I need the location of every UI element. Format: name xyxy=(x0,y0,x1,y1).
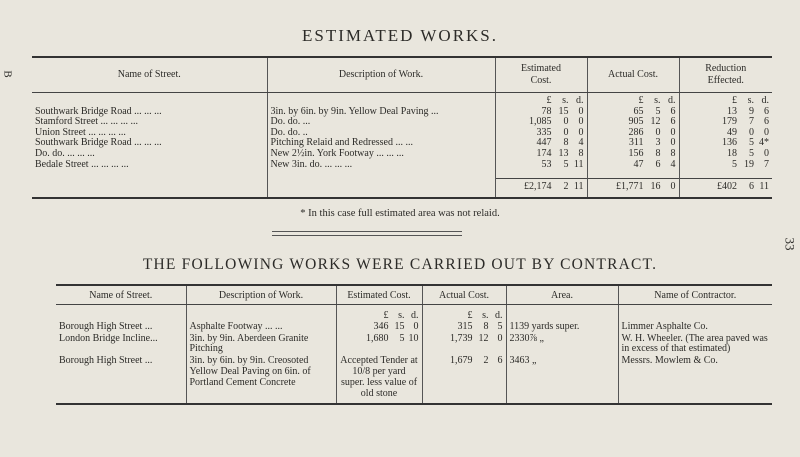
amount-shillings: 9 xyxy=(749,105,754,117)
rule-cell xyxy=(506,404,618,405)
amount-pence: 6 xyxy=(670,116,676,128)
amount-shillings: 5 xyxy=(749,137,754,149)
table-row xyxy=(56,334,772,357)
rule-cell xyxy=(56,404,186,405)
actual-cost xyxy=(587,160,679,179)
amount-pence: 0 xyxy=(497,332,503,344)
amount-pounds: 346 xyxy=(373,320,389,332)
amount-pence: 6 xyxy=(670,105,676,117)
table-row xyxy=(32,149,772,160)
work-description: New 2½in. York Footway ... ... ... xyxy=(267,149,495,160)
section-title: THE FOLLOWING WORKS WERE CARRIED OUT BY CONTRACT. xyxy=(142,256,658,273)
amount-pence: 8 xyxy=(578,147,584,159)
estimated-cost-note: Accepted Tender at 10/8 per yard super. less value of old stone xyxy=(336,356,422,404)
amount-shillings: 6 xyxy=(749,181,754,193)
unit-pence: d. xyxy=(576,95,584,106)
amount-pounds: 1,739 xyxy=(450,332,473,344)
page-title: ESTIMATED WORKS. xyxy=(301,26,499,45)
amount-pence: 7 xyxy=(764,158,769,170)
amount-pounds: 905 xyxy=(628,116,644,128)
amount-pence: 8 xyxy=(670,147,676,159)
amount-pounds: 18 xyxy=(727,147,737,159)
amount-pounds: 174 xyxy=(536,147,552,159)
total-actual-cost xyxy=(587,179,679,198)
area: 2330⅞ „ xyxy=(506,334,618,357)
unit-shillings: s. xyxy=(398,310,405,321)
table-header-row xyxy=(32,57,772,93)
amount-pence: 0 xyxy=(413,320,419,332)
amount-pence: 11 xyxy=(573,158,584,170)
col-name-of-street: Name of Street. xyxy=(56,285,186,305)
rule-cell xyxy=(422,404,506,405)
amount-pounds: 1,679 xyxy=(450,355,473,367)
amount-shillings: 15 xyxy=(394,320,405,332)
rule-cell xyxy=(336,404,422,405)
unit-pence: d. xyxy=(495,310,503,321)
actual-cost xyxy=(422,334,506,357)
table-row xyxy=(56,356,772,404)
amount-pounds: 335 xyxy=(536,126,552,138)
amount-pounds: 1,680 xyxy=(366,332,389,344)
street-name: London Bridge Incline... xyxy=(59,332,158,344)
col-reduction-label: Reduction Effected. xyxy=(705,63,747,86)
amount-pounds: 286 xyxy=(628,126,644,138)
amount-pounds: 49 xyxy=(727,126,737,138)
unit-pounds: £ xyxy=(638,95,644,106)
street-name: Borough High Street ... xyxy=(59,355,153,367)
amount-pounds: 179 xyxy=(722,116,737,128)
area: 3463 „ xyxy=(506,356,618,404)
street-name: Bedale Street ... ... ... ... xyxy=(35,158,129,170)
amount-shillings: 15 xyxy=(558,105,569,117)
actual-cost xyxy=(422,356,506,404)
rule-cell xyxy=(618,404,772,405)
amount-pence: 10 xyxy=(408,332,419,344)
work-description: Asphalte Footway ... ... xyxy=(186,322,336,334)
amount-shillings: 2 xyxy=(563,181,569,193)
col-actual-cost: Actual Cost. xyxy=(587,57,679,93)
amount-shillings: 0 xyxy=(655,126,661,138)
amount-pounds: 65 xyxy=(633,105,644,117)
amount-shillings: 12 xyxy=(478,332,489,344)
amount-shillings: 0 xyxy=(749,126,754,138)
amount-pence: 6 xyxy=(764,105,769,117)
amount-shillings: 7 xyxy=(749,116,754,128)
footnote: * In this case full estimated area was not relaid. xyxy=(300,208,500,219)
contractor-name: W. H. Wheeler. (The area paved was in excess of that estimated) xyxy=(618,334,772,357)
amount-pounds: £1,771 xyxy=(616,181,644,193)
work-description: 3in. by 6in. by 9in. Yellow Deal Paving ... xyxy=(267,107,495,118)
estimated-cost xyxy=(336,322,422,334)
amount-shillings: 19 xyxy=(744,158,754,170)
unit-pence: d. xyxy=(761,95,769,106)
amount-shillings: 5 xyxy=(655,105,661,117)
amount-pounds: £402 xyxy=(717,181,737,193)
street-name: Southwark Bridge Road ... ... ... xyxy=(35,105,162,117)
unit-shillings: s. xyxy=(482,310,489,321)
page-number: 33 xyxy=(782,237,798,251)
col-actual-cost: Actual Cost. xyxy=(422,285,506,305)
amount-pence: 0 xyxy=(670,181,676,193)
margin-letter: B xyxy=(1,70,14,78)
reduction-effected xyxy=(679,138,772,149)
amount-pence: 11 xyxy=(573,181,584,193)
estimated-works-table xyxy=(32,56,772,199)
amount-pence: 5 xyxy=(497,320,503,332)
area: 1139 yards super. xyxy=(506,322,618,334)
work-description: 3in. by 9in. Aberdeen Granite Pitching xyxy=(186,334,336,357)
reduction-effected xyxy=(679,117,772,128)
actual-cost xyxy=(587,149,679,160)
work-description: Pitching Relaid and Redressed ... ... xyxy=(267,138,495,149)
units-row xyxy=(32,93,772,107)
contractor-name: Messrs. Mowlem & Co. xyxy=(618,356,772,404)
amount-pence: 0 xyxy=(670,126,676,138)
col-estimated-cost-label: Estimated Cost. xyxy=(521,63,561,86)
estimated-cost xyxy=(495,160,587,179)
amount-pounds: 13 xyxy=(727,105,737,117)
amount-shillings: 2 xyxy=(483,355,489,367)
amount-pounds: 5 xyxy=(732,158,737,170)
table-row xyxy=(32,117,772,128)
unit-shillings: s. xyxy=(747,95,754,106)
amount-shillings: 8 xyxy=(563,137,569,149)
amount-pounds: 156 xyxy=(628,147,644,159)
amount-pounds: 53 xyxy=(541,158,552,170)
amount-shillings: 5 xyxy=(563,158,569,170)
estimated-cost xyxy=(495,149,587,160)
amount-pounds: 136 xyxy=(722,137,737,149)
amount-shillings: 16 xyxy=(650,181,661,193)
amount-pence: 11 xyxy=(759,181,769,193)
street-name: Stamford Street ... ... ... ... xyxy=(35,116,139,128)
unit-pence: d. xyxy=(668,95,676,106)
amount-shillings: 8 xyxy=(655,147,661,159)
col-estimated-cost xyxy=(495,57,587,93)
amount-pence: 6 xyxy=(497,355,503,367)
col-reduction-effected xyxy=(679,57,772,93)
work-description: Do. do. ... xyxy=(267,117,495,128)
amount-pence: 6 xyxy=(764,116,769,128)
reduction-effected xyxy=(679,160,772,179)
table-row xyxy=(56,322,772,334)
amount-shillings: 8 xyxy=(483,320,489,332)
amount-shillings: 0 xyxy=(563,126,569,138)
unit-shillings: s. xyxy=(562,95,569,106)
table-row xyxy=(32,107,772,118)
amount-pence: 0 xyxy=(764,147,769,159)
col-description-of-work: Description of Work. xyxy=(186,285,336,305)
amount-pounds: 311 xyxy=(628,137,644,149)
street-name: Southwark Bridge Road ... ... ... xyxy=(35,137,162,149)
table-bottom-rule xyxy=(56,404,772,405)
totals-row xyxy=(32,179,772,198)
street-name: Union Street ... ... ... ... xyxy=(35,126,126,138)
table-header-row xyxy=(56,285,772,305)
col-name-of-street: Name of Street. xyxy=(32,57,267,93)
amount-shillings: 6 xyxy=(655,158,661,170)
unit-pounds: £ xyxy=(732,95,737,106)
unit-pounds: £ xyxy=(467,310,473,321)
amount-pounds: 78 xyxy=(541,105,552,117)
table-bottom-rule xyxy=(32,198,772,199)
unit-pounds: £ xyxy=(546,95,552,106)
amount-shillings: 0 xyxy=(563,116,569,128)
street-name: Borough High Street ... xyxy=(59,320,153,332)
amount-pence: 0 xyxy=(578,105,584,117)
amount-pounds: 447 xyxy=(536,137,552,149)
amount-shillings: 5 xyxy=(399,332,405,344)
col-description-of-work: Description of Work. xyxy=(267,57,495,93)
work-description: Do. do. .. xyxy=(267,128,495,139)
amount-shillings: 12 xyxy=(650,116,661,128)
amount-pounds: £2,174 xyxy=(524,181,552,193)
amount-pence: 4* xyxy=(759,137,769,149)
total-reduction xyxy=(679,179,772,198)
amount-pence: 0 xyxy=(764,126,769,138)
unit-pence: d. xyxy=(411,310,419,321)
contractor-name: Limmer Asphalte Co. xyxy=(618,322,772,334)
amount-pence: 0 xyxy=(578,116,584,128)
unit-pounds: £ xyxy=(383,310,389,321)
units-row xyxy=(56,305,772,322)
amount-pounds: 47 xyxy=(633,158,644,170)
street-name: Do. do. ... ... ... xyxy=(35,147,95,159)
unit-shillings: s. xyxy=(654,95,661,106)
amount-shillings: 13 xyxy=(558,147,569,159)
work-description: New 3in. do. ... ... ... xyxy=(267,160,495,179)
col-estimated-cost: Estimated Cost. xyxy=(336,285,422,305)
amount-pounds: 1,085 xyxy=(529,116,552,128)
reduction-effected xyxy=(679,149,772,160)
total-estimated-cost xyxy=(495,179,587,198)
contract-works-table xyxy=(56,284,772,405)
amount-pence: 4 xyxy=(578,137,584,149)
amount-pence: 0 xyxy=(578,126,584,138)
col-name-of-contractor: Name of Contractor. xyxy=(618,285,772,305)
amount-shillings: 3 xyxy=(655,137,661,149)
estimated-cost xyxy=(336,334,422,357)
amount-pence: 0 xyxy=(670,137,676,149)
amount-pence: 4 xyxy=(670,158,676,170)
amount-pounds: 315 xyxy=(457,320,473,332)
actual-cost xyxy=(422,322,506,334)
double-rule-divider xyxy=(272,231,462,236)
col-area: Area. xyxy=(506,285,618,305)
rule-cell xyxy=(186,404,336,405)
work-description: 3in. by 6in. by 9in. Creosoted Yellow Deal Paving on 6in. of Portland Cement Concrete xyxy=(186,356,336,404)
table-row xyxy=(32,160,772,179)
amount-shillings: 5 xyxy=(749,147,754,159)
